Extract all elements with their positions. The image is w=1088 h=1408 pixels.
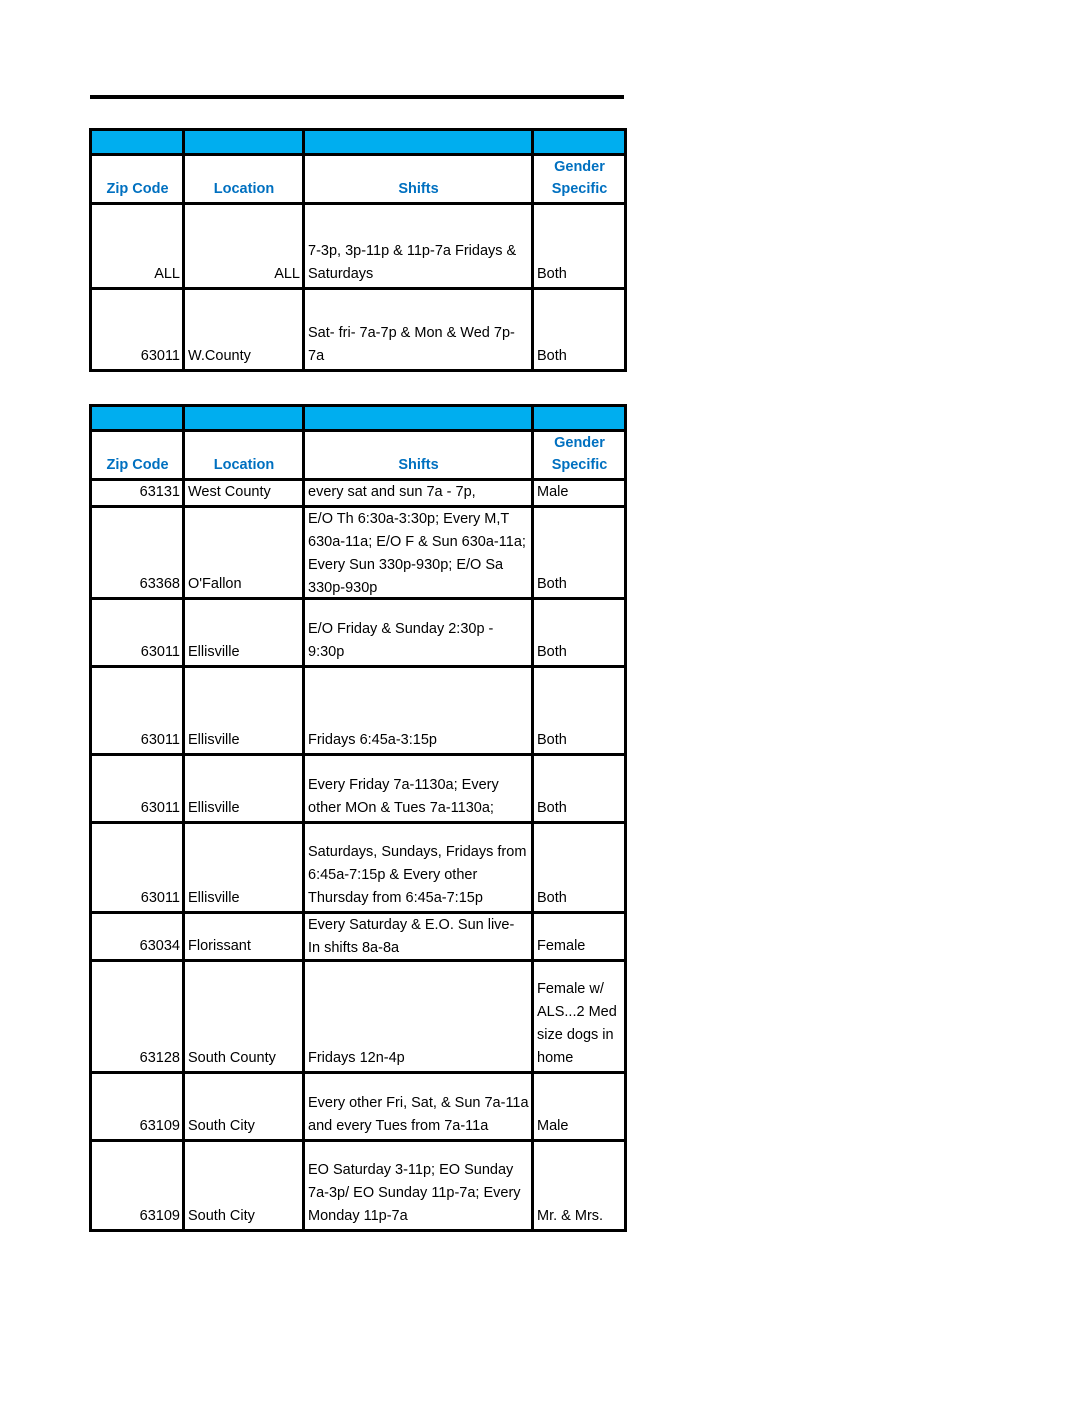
table-row	[91, 823, 626, 913]
header-row	[91, 155, 626, 204]
location-cell: South City	[184, 1073, 304, 1141]
shifts-header: Shifts	[304, 431, 533, 480]
table-row	[91, 599, 626, 667]
gender-cell: Both	[533, 823, 626, 913]
table-row	[91, 667, 626, 755]
shifts-cell: EO Saturday 3-11p; EO Sunday 7a-3p/ EO Sunday 11p-7a; Every Monday 11p-7a	[304, 1141, 533, 1231]
shifts-cell: 7-3p, 3p-11p & 11p-7a Fridays & Saturdays	[304, 204, 533, 289]
shifts-text: E/O Th 6:30a-3:30p; Every M,T 630a-11a; E/O F & Sun 630a-11a; Every Sun 330p-930p; E/O Sa 330p-930p	[308, 511, 526, 596]
gender-cell: Both	[533, 667, 626, 755]
zip-code-header: Zip Code	[91, 155, 184, 204]
zip-cell: 63011	[91, 289, 184, 371]
header-row	[91, 431, 626, 480]
zip-cell: 63011	[91, 599, 184, 667]
shifts-cell	[304, 823, 533, 913]
shifts-text: Saturdays, Sundays, Fridays from 6:45a-7:15p & Every other Thursday from 6:45a-7:15p	[308, 844, 527, 906]
gender-cell: Male	[533, 1073, 626, 1141]
location-cell: South County	[184, 961, 304, 1073]
shifts-cell: E/O Friday & Sunday 2:30p - 9:30p	[304, 599, 533, 667]
gender-cell: Female	[533, 913, 626, 961]
top-divider	[90, 95, 624, 99]
shifts-cell: Sat- fri- 7a-7p & Mon & Wed 7p-7a	[304, 289, 533, 371]
shifts-table-1	[89, 128, 627, 372]
header-band	[91, 130, 626, 155]
location-cell: South City	[184, 1141, 304, 1231]
gender-cell: Both	[533, 755, 626, 823]
location-header: Location	[184, 155, 304, 204]
table-row	[91, 961, 626, 1073]
location-header: Location	[184, 431, 304, 480]
zip-cell: 63109	[91, 1141, 184, 1231]
gender-cell: Both	[533, 507, 626, 599]
shifts-text: Every Saturday & E.O. Sun live- In shifts 8a-8a	[308, 917, 515, 956]
zip-code-header: Zip Code	[91, 431, 184, 480]
zip-cell: 63011	[91, 823, 184, 913]
zip-cell: 63011	[91, 755, 184, 823]
zip-cell: 63128	[91, 961, 184, 1073]
zip-cell: 63011	[91, 667, 184, 755]
zip-cell: 63034	[91, 913, 184, 961]
zip-cell: ALL	[91, 204, 184, 289]
zip-cell: 63109	[91, 1073, 184, 1141]
location-cell: West County	[184, 480, 304, 507]
table-row	[91, 913, 626, 961]
gender-cell: Both	[533, 289, 626, 371]
shifts-text: Every other Fri, Sat, & Sun 7a-11a and every Tues from 7a-11a	[308, 1095, 529, 1134]
shifts-header: Shifts	[304, 155, 533, 204]
shifts-cell	[304, 507, 533, 599]
table-row	[91, 755, 626, 823]
zip-cell: 63368	[91, 507, 184, 599]
gender-specific-header: Gender Specific	[533, 155, 626, 204]
gender-cell: Female w/ ALS...2 Med size dogs in home	[533, 961, 626, 1073]
location-cell: Ellisville	[184, 599, 304, 667]
zip-cell: 63131	[91, 480, 184, 507]
gender-cell: Mr. & Mrs.	[533, 1141, 626, 1231]
gender-cell: Both	[533, 599, 626, 667]
gender-cell: Both	[533, 204, 626, 289]
shifts-cell: Fridays 12n-4p	[304, 961, 533, 1073]
table-row	[91, 480, 626, 507]
location-cell: Florissant	[184, 913, 304, 961]
shifts-cell: Every Friday 7a-1130a; Every other MOn & Tues 7a-1130a;	[304, 755, 533, 823]
table-row	[91, 289, 626, 371]
table-row	[91, 204, 626, 289]
gender-cell: Male	[533, 480, 626, 507]
location-cell: Ellisville	[184, 823, 304, 913]
header-band	[91, 406, 626, 431]
location-cell: Ellisville	[184, 755, 304, 823]
shifts-table-2	[89, 404, 627, 1232]
shifts-cell	[304, 1073, 533, 1141]
shifts-cell	[304, 913, 533, 961]
shifts-cell: every sat and sun 7a - 7p,	[304, 480, 533, 507]
location-cell: Ellisville	[184, 667, 304, 755]
gender-specific-header: Gender Specific	[533, 431, 626, 480]
table-row	[91, 507, 626, 599]
location-cell: ALL	[184, 204, 304, 289]
shifts-cell: Fridays 6:45a-3:15p	[304, 667, 533, 755]
table-row	[91, 1141, 626, 1231]
location-cell: W.County	[184, 289, 304, 371]
table-row	[91, 1073, 626, 1141]
location-cell: O'Fallon	[184, 507, 304, 599]
